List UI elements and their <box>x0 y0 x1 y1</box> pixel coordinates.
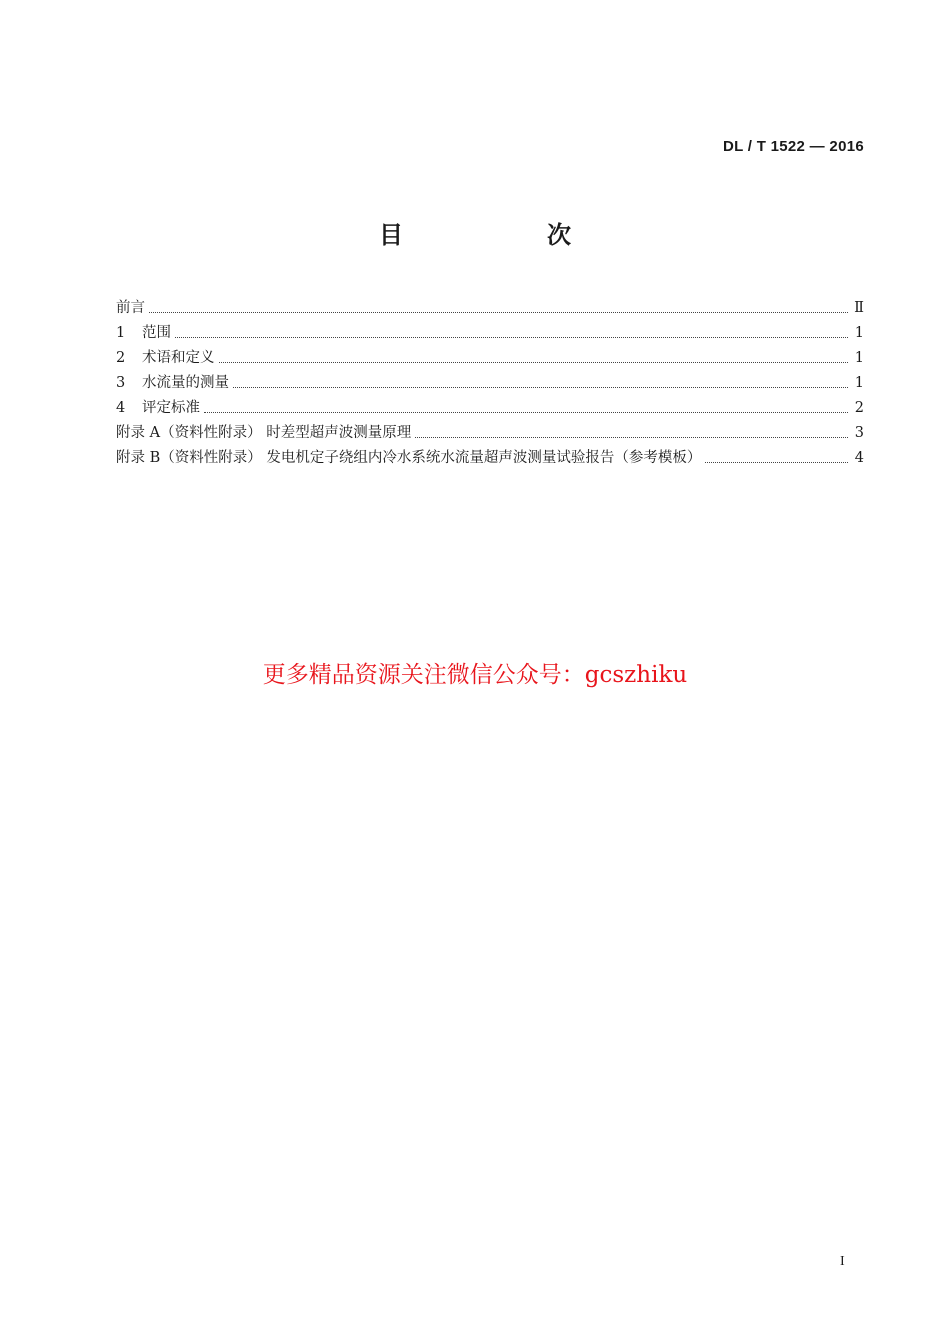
toc-entry-label: 1 范围 <box>116 325 171 341</box>
dot-leader <box>175 336 848 338</box>
toc-entry-preface[interactable] <box>116 292 864 317</box>
toc-entry-page: Ⅱ <box>854 300 864 316</box>
promo-watermark-text: 更多精品资源关注微信公众号：gcszhiku <box>262 662 688 688</box>
toc-entry-label: 前言 <box>116 300 145 316</box>
toc-entry-label: 2 术语和定义 <box>116 350 215 366</box>
toc-entry-scope[interactable] <box>116 317 864 342</box>
toc-entry-criteria[interactable] <box>116 392 864 417</box>
toc-entry-page: 1 <box>854 350 864 366</box>
toc-entry-page: 3 <box>854 425 864 441</box>
dot-leader <box>415 436 848 438</box>
toc-entry-appendix-b[interactable] <box>116 442 864 467</box>
dot-leader <box>149 311 848 313</box>
standard-code: DL / T 1522 — 2016 <box>722 138 864 155</box>
dot-leader <box>705 461 848 463</box>
toc-entry-label: 4 评定标准 <box>116 400 200 416</box>
page-title: 目 次 <box>379 221 631 249</box>
table-of-contents <box>116 292 864 467</box>
toc-entry-terms[interactable] <box>116 342 864 367</box>
toc-entry-page: 2 <box>854 400 864 416</box>
toc-entry-page: 1 <box>854 325 864 341</box>
page-number: I <box>840 1254 845 1269</box>
toc-entry-appendix-a[interactable] <box>116 417 864 442</box>
toc-entry-label: 3 水流量的测量 <box>116 375 229 391</box>
dot-leader <box>219 361 849 363</box>
toc-entry-page: 1 <box>854 375 864 391</box>
dot-leader <box>204 411 848 413</box>
toc-entry-page: 4 <box>854 450 864 466</box>
toc-entry-label: 附录 A（资料性附录） 时差型超声波测量原理 <box>116 425 412 441</box>
toc-entry-measurement[interactable] <box>116 367 864 392</box>
dot-leader <box>233 386 848 388</box>
toc-entry-label: 附录 B（资料性附录） 发电机定子绕组内冷水系统水流量超声波测量试验报告（参考模板） <box>116 450 702 466</box>
